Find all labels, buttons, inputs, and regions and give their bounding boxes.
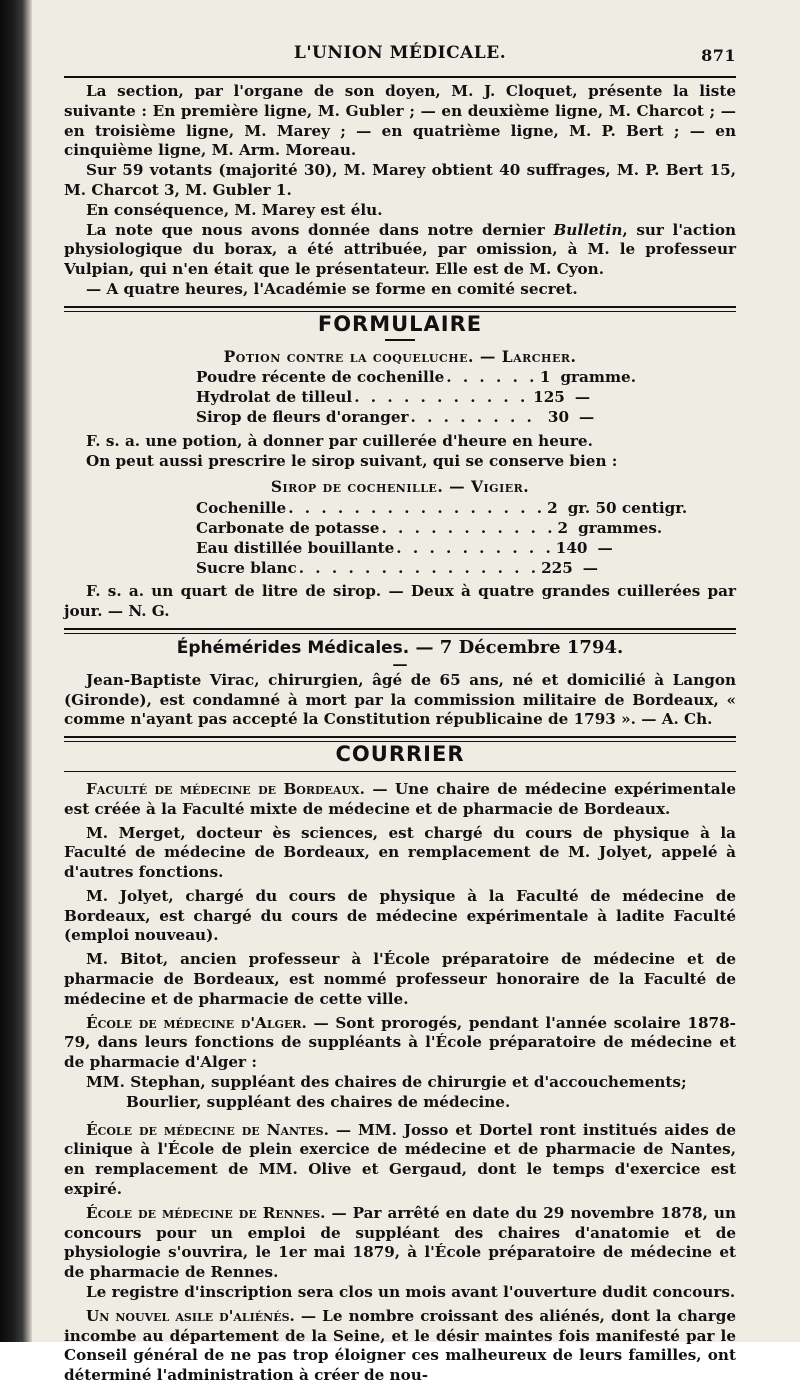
- ephemerides-heading: Éphémérides Médicales.: [176, 637, 410, 658]
- item-heading: École de médecine de Rennes.: [86, 1203, 326, 1222]
- paragraph: La section, par l'organe de son doyen, M. J. Cloquet, présente la liste suivante : En première ligne, M. Gubler ; — en deuxième ligne, M. Charcot ; — en troisième ligne, M. Marey ; — en quatrième ligne, M. P. Bert ; — en cinquième ligne, M. Arm. Moreau.: [64, 82, 736, 160]
- quantity: 2: [557, 518, 569, 537]
- leader-dots: . . . . . .: [446, 368, 538, 387]
- ingredient: Poudre récente de cochenille: [196, 368, 445, 387]
- leader-dots: . . . . . . . . . . .: [354, 388, 529, 407]
- text-run: — Une chaire de médecine expérimentale est créée à la Faculté mixte de médecine et de pharmacie de Bordeaux.: [64, 779, 737, 818]
- emphasis: Bulletin: [553, 220, 623, 239]
- recipe-title-potion: Potion contre la coqueluche. — Larcher.: [223, 346, 577, 366]
- binding-gutter: [0, 0, 32, 1342]
- recipe-row: [196, 499, 688, 519]
- recipe-row: [196, 518, 663, 539]
- paragraph: [64, 1121, 736, 1200]
- leader-dots: . . . . . . . .: [410, 407, 535, 426]
- text-run: — Le nombre croissant des aliénés, dont la charge incombe au département de la Seine, et le désir maintes fois manifesté par le Conseil général de ne pas trop éloigner ces malheureux de leurs familles, ont déterminé l'administration à créer de nou-: [64, 1306, 736, 1385]
- ingredient: Carbonate de potasse: [196, 518, 380, 537]
- quantity: 125: [533, 388, 565, 407]
- unit: gr. 50 centigr.: [567, 499, 688, 518]
- leader-dots: . . . . . . . . . . . . . . . .: [288, 499, 546, 518]
- paragraph: Jean-Baptiste Virac, chirurgien, âgé de 65 ans, né et domicilié à Langon (Gironde), est condamné à mort par la commission militaire de Bordeaux, « comme n'ayant pas accepté la Constitution républicaine de 1793 ». — A. Ch.: [64, 670, 736, 729]
- leader-dots: . . . . . . . . . .: [396, 538, 554, 557]
- paragraph: F. s. a. une potion, à donner par cuillerée d'heure en heure.: [86, 431, 593, 450]
- ingredient: Cochenille: [196, 499, 287, 518]
- list-item: MM. Stephan, suppléant des chaires de chirurgie et d'accouchements;: [86, 1073, 687, 1092]
- recipe-potion: [196, 368, 636, 427]
- text-run: La note que nous avons donnée dans notre dernier: [86, 220, 545, 239]
- paragraph: Sur 59 votants (majorité 30), M. Marey obtient 40 suffrages, M. P. Bert 15, M. Charcot 3, M. Gubler 1.: [64, 161, 736, 199]
- paragraph: En conséquence, M. Marey est élu.: [86, 200, 383, 219]
- unit: gramme.: [560, 368, 636, 387]
- paragraph: M. Merget, docteur ès sciences, est chargé du cours de physique à la Faculté de médecine de Bordeaux, en remplacement de M. Jolyet, appelé à d'autres fonctions.: [64, 823, 736, 882]
- text-run: — Par arrêté en date du 29 novembre 1878, un concours pour un emploi de suppléant des chaires d'anatomie et de physiologie s'ouvrira, le 1er mai 1879, à l'École préparatoire de médecine et de pharmacie de Rennes.: [64, 1203, 736, 1282]
- quantity: 225: [541, 558, 573, 577]
- unit: —: [579, 407, 595, 426]
- paragraph: [64, 1307, 736, 1386]
- ingredient: Sucre blanc: [196, 558, 297, 577]
- quantity: 2: [547, 499, 558, 518]
- dash-separator: —: [392, 654, 408, 673]
- recipe-row: [196, 368, 636, 388]
- paragraph: [64, 1014, 736, 1073]
- quantity: 1: [539, 368, 551, 387]
- paragraph: M. Bitot, ancien professeur à l'École préparatoire de médecine et de pharmacie de Bordeaux, est nommé professeur honoraire de la Faculté de médecine et de pharmacie de cette ville.: [64, 950, 736, 1008]
- unit: —: [582, 558, 598, 577]
- recipe-title-sirop: Sirop de cochenille. — Vigier.: [270, 477, 530, 497]
- item-heading: École de médecine de Nantes.: [86, 1120, 329, 1139]
- section-divider: [64, 628, 736, 634]
- text-run: , sur l'action physiologique du borax, a été attribuée, par omission, à M. le professeur Vulpian, qui n'en était que le présentateur. Elle est de M. Cyon.: [64, 220, 737, 279]
- paragraph: M. Jolyet, chargé du cours de physique à la Faculté de médecine de Bordeaux, est chargé du cours de médecine expérimentale à ladite Faculté (emploi nouveau).: [64, 886, 736, 945]
- recipe-sirop: [196, 499, 688, 578]
- title-rule: [64, 771, 736, 772]
- leader-dots: . . . . . . . . . . . . . . .: [298, 558, 540, 577]
- recipe-row: [196, 408, 636, 428]
- running-header: [64, 40, 736, 70]
- item-heading: École de médecine d'Alger.: [86, 1013, 307, 1032]
- recipe-row: [196, 388, 636, 408]
- unit: —: [597, 538, 613, 557]
- text-run: — Sont prorogés, pendant l'année scolaire 1878-79, dans leurs fonctions de suppléants à l'École préparatoire de médecine et de pharmacie d'Alger :: [64, 1013, 736, 1072]
- paragraph: F. s. a. un quart de litre de sirop. — Deux à quatre grandes cuillerées par jour. — N. G.: [64, 582, 736, 621]
- page-number: 871: [701, 46, 736, 65]
- recipe-row: [196, 539, 636, 559]
- item-heading: Un nouvel asile d'aliénés.: [86, 1306, 295, 1325]
- quantity: 140: [555, 538, 588, 557]
- short-rule: [385, 339, 415, 341]
- section-divider: [64, 306, 736, 312]
- unit: grammes.: [578, 518, 663, 537]
- paragraph: [64, 1204, 736, 1283]
- ingredient: Hydrolat de tilleul: [196, 388, 353, 407]
- quantity: 30: [547, 407, 570, 426]
- section-title-formulaire: FORMULAIRE: [317, 311, 483, 336]
- leader-dots: . . . . . . . . . . .: [381, 518, 556, 537]
- ingredient: Eau distillée bouillante: [196, 538, 395, 557]
- item-heading: Faculté de médecine de Bordeaux.: [86, 779, 365, 798]
- unit: —: [574, 388, 591, 407]
- paragraph: [64, 221, 736, 280]
- section-title-courrier: COURRIER: [335, 742, 465, 767]
- journal-title: L'UNION MÉDICALE.: [293, 43, 507, 63]
- ingredient: Sirop de fleurs d'oranger: [196, 407, 409, 426]
- paragraph: [64, 780, 736, 820]
- ephemerides-date: — 7 Décembre 1794.: [415, 636, 624, 658]
- paragraph: On peut aussi prescrire le sirop suivant, qui se conserve bien :: [86, 451, 618, 470]
- text-run: — MM. Josso et Dortel ront institués aides de clinique à l'École de plein exercice de médecine et de pharmacie de Nantes, en remplacement de MM. Olive et Gergaud, dont le temps d'exercice est expiré.: [64, 1120, 736, 1199]
- list-item: Bourlier, suppléant des chaires de médecine.: [126, 1092, 511, 1111]
- header-rule: [64, 76, 736, 78]
- paragraph: — A quatre heures, l'Académie se forme en comité secret.: [86, 279, 578, 298]
- paragraph: Le registre d'inscription sera clos un mois avant l'ouverture dudit concours.: [86, 1283, 736, 1302]
- recipe-row: [196, 559, 636, 579]
- text-column: [64, 40, 736, 1386]
